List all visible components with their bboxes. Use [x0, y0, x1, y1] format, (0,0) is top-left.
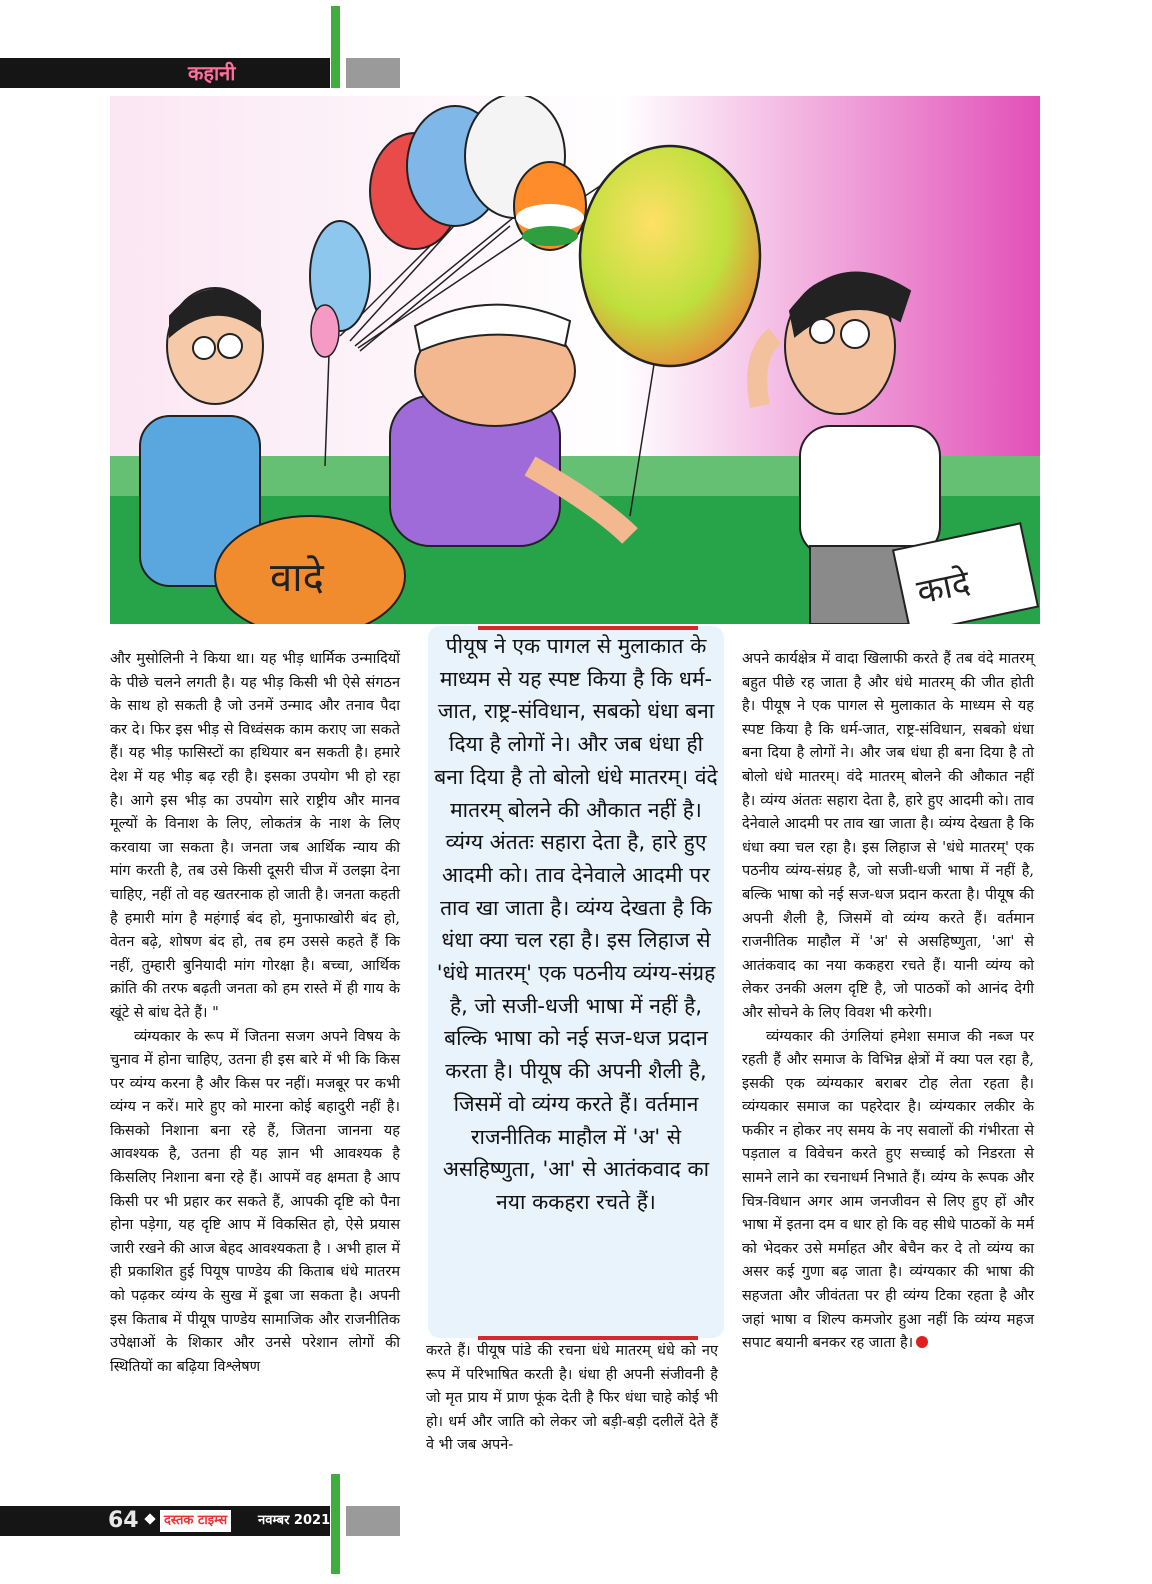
page-number: 64 [108, 1508, 139, 1533]
balloon-main [580, 146, 760, 366]
paragraph-final [742, 1026, 1034, 1356]
column-left [110, 648, 400, 1379]
svg-text:कादे: कादे [913, 562, 974, 613]
section-label: कहानी [188, 61, 236, 85]
magazine-name: दस्तक टाइम्स [160, 1510, 231, 1532]
paragraph: अपने कार्यक्षेत्र में वादा खिलाफी करते हैं तब वंदे मातरम् बहुत पीछे रह जाता है और धंधे मातरम् की जीत होती है। पीयूष ने एक पागल से मुलाकात के माध्यम से यह स्पष्ट किया है कि धर्म-जात, राष्ट्र-संविधान, सबको धंधा बना दिया है लोगों ने। और जब धंधा ही बना दिया है तो बोलो धंधे मातरम्। वंदे मातरम् बोलने की औकात नहीं है। व्यंग्य अंततः सहारा देता है, हारे हुए आदमी को। ताव देनेवाले आदमी पर ताव खा जाता है। व्यंग्य देखता है कि धंधा क्या चल रहा है। इस लिहाज से 'धंधे मातरम्' एक पठनीय व्यंग्य-संग्रह है, जो सजी-धजी भाषा में नहीं है, बल्कि भाषा को नई सज-धज प्रदान करता है। पीयूष की अपनी शैली है, जिसमें वो व्यंग्य करते हैं। वर्तमान राजनीतिक माहौल में 'अ' से असहिष्णुता, 'आ' से आतंकवाद का नया ककहरा रचते हैं। यानी व्यंग्य को लेकर उनकी अलग दृष्टि है, जो पाठकों को आनंद देगी और सोचने के लिए विवश भी करेगी। [742, 651, 1034, 1021]
balloon-pink [311, 305, 339, 357]
pull-quote-text: पीयूष ने एक पागल से मुलाकात के माध्यम से यह स्पष्ट किया है कि धर्म-जात, राष्ट्र-संविधान, सबको धंधा बना दिया है लोगों ने। और जब धंधा ही बना दिया है तो बोलो धंधे मातरम्। वंदे मातरम् बोलने की औकात नहीं है। व्यंग्य अंततः सहारा देता है, हारे हुए आदमी को। ताव देनेवाले आदमी पर ताव खा जाता है। व्यंग्य देखता है कि धंधा क्या चल रहा है। इस लिहाज से 'धंधे मातरम्' एक पठनीय व्यंग्य-संग्रह है, जो सजी-धजी भाषा में नहीं है, बल्कि भाषा को नई सज-धज प्रदान करता है। पीयूष की अपनी शैली है, जिसमें वो व्यंग्य करते हैं। वर्तमान राजनीतिक माहौल में 'अ' से असहिष्णुता, 'आ' से आतंकवाद का नया ककहरा रचते हैं। [434, 634, 718, 1214]
paragraph: व्यंग्यकार के रूप में जितना सजग अपने विषय के चुनाव में होना चाहिए, उतना ही इस बारे में भी कि किस पर व्यंग्य करना है और किस पर नहीं। मजबूर पर कभी व्यंग्य न करें। मारे हुए को मारना कोई बहादुरी नहीं है। किसको निशाना बना रहे हैं, जितना जानना यह आवश्यक है, उतना ही यह ज्ञान भी आवश्यक है किसलिए निशाना बना रहे हैं। आपमें वह क्षमता है आप किसी पर भी प्रहार कर सकते हैं, आपकी दृष्टि को पैना होना पड़ेगा, यह दृष्टि आप में विकसित हो, ऐसे प्रयास जारी रखने की आज बेहद आवश्यकता है । अभी हाल में ही प्रकाशित हुई पियूष पाण्डेय की किताब धंधे मातरम को पढ़कर व्यंग्य के सुख में डूबा जा सकता है। अपनी इस किताब में पीयूष पाण्डेय सामाजिक और राजनीतिक उपेक्षाओं के शिकार और उनसे परेशान लोगों की स्थितियों का बढ़िया विश्लेषण [110, 1028, 400, 1375]
section-header-bar [0, 58, 330, 88]
column-middle [426, 1340, 718, 1458]
footer-accent-bar [331, 1474, 340, 1574]
paragraph-text: व्यंग्यकार की उंगलियां हमेशा समाज की नब्ज पर रहती हैं और समाज के विभिन्न क्षेत्रों में क्या पल रहा है, इसकी एक व्यंग्यकार बराबर टोह लेता रहता है। व्यंग्यकार समाज का पहरेदार है। व्यंग्यकार लकीर के फकीर न होकर नए समय के नए सवालों की गंभीरता से पड़ताल व विवेचन करते हुए सच्चाई को निडरता से सामने लाने का रचनाधर्म निभाते हैं। व्यंग्य के रूपक और चित्र-विधान अगर आम जनजीवन से लिए हुए हों और भाषा में इतना दम व धार हो कि वह सीधे पाठकों के मर्म को भेदकर उसे मर्माहत और बेचैन कर दे तो व्यंग्य का असर कई गुणा बढ़ जाता है। व्यंग्यकार की भाषा की सहजता और जीवंतता पर ही व्यंग्य टिका रहता है और जहां भाषा व शिल्प कमजोर हुआ नहीं कि व्यंग्य महज सपाट बयानी बनकर रह जाता है। [742, 1028, 1034, 1352]
paragraph: और मुसोलिनी ने किया था। यह भीड़ धार्मिक उन्मादियों के पीछे चलने लगती है। यह भीड़ किसी भी ऐसे संगठन के साथ हो सकती है जो उनमें उन्माद और तनाव पैदा कर दे। फिर इस भीड़ से विध्वंसक काम कराए जा सकते हैं। यह भीड़ फासिस्टों का हथियार बन सकती है। हमारे देश में यह भीड़ बढ़ रही है। इसका उपयोग भी हो रहा है। आगे इस भीड़ का उपयोग सारे राष्ट्रीय और मानव मूल्यों के विनाश के लिए, लोकतंत्र के नाश के लिए करवाया जा सकता है। जनता जब आर्थिक न्याय की मांग करती है, तब उसे किसी दूसरी चीज में उलझा देना चाहिए, नहीं तो वह खतरनाक हो जाती है। जनता कहती है हमारी मांग है महंगाई बंद हो, मुनाफाखोरी बंद हो, वेतन बढ़े, शोषण बंद हो, तब हम उससे कहते हैं कि नहीं, तुम्हारी बुनियादी मांग गोरक्षा है। बच्चा, आर्थिक क्रांति की तरफ बढ़ती जनता को हम रास्ते में ही गाय के खूंटे से बांध देते हैं। " [110, 651, 400, 1021]
balloon-bag [215, 516, 405, 624]
cartoon-illustration [110, 96, 1040, 624]
paragraph: करते हैं। पीयूष पांडे की रचना धंधे मातरम् धंधे को नए रूप में परिभाषित करती है। धंधा ही अपनी संजीवनी है जो मृत प्राय में प्राण फूंक देती है फिर धंधा चाहे कोई भी हो। धर्म और जाति को लेकर जो बड़ी-बड़ी दलीलें देते हैं वे भी जब अपने- [426, 1343, 718, 1454]
column-right [742, 648, 1034, 1356]
footer-gray-block [346, 1506, 400, 1536]
header-gray-block [346, 58, 400, 88]
header-accent-bar [331, 6, 340, 88]
svg-text:वादे: वादे [270, 555, 324, 601]
end-mark-icon [916, 1336, 928, 1348]
issue-date: नवम्बर 2021 [258, 1513, 331, 1528]
